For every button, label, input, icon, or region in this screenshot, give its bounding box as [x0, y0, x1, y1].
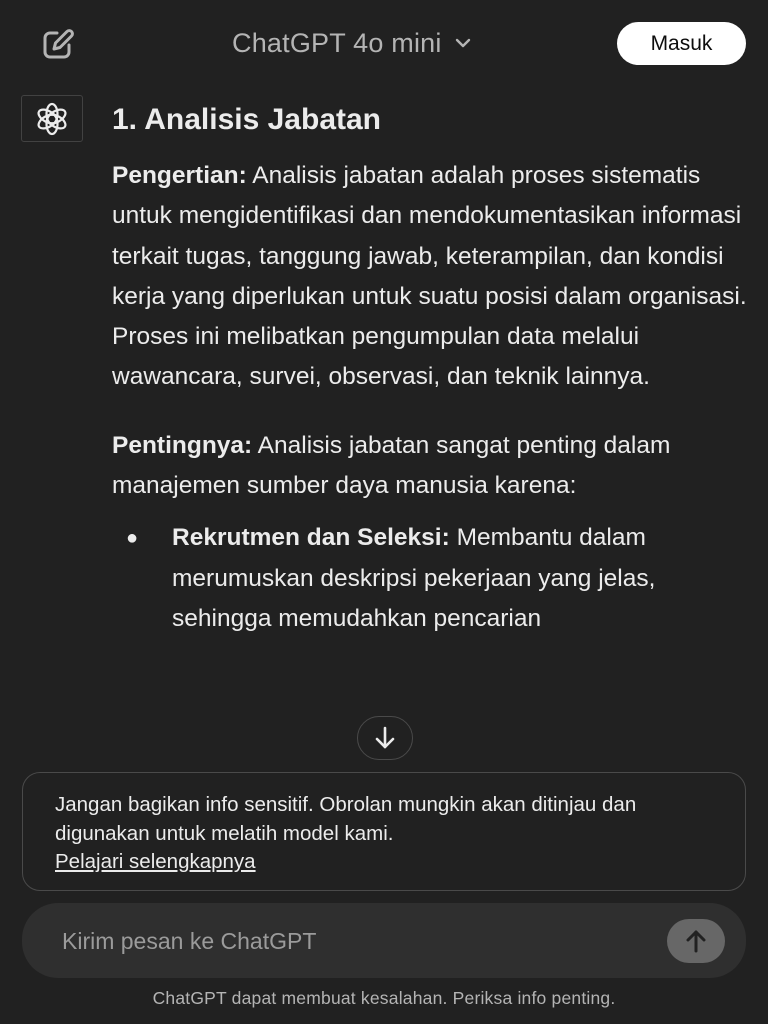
- assistant-avatar: [21, 95, 83, 142]
- disclaimer-text: ChatGPT dapat membuat kesalahan. Periksa info penting.: [152, 988, 616, 1008]
- importance-paragraph: [112, 426, 748, 507]
- learn-more-link[interactable]: Pelajari selengkapnya: [55, 850, 256, 873]
- openai-logo-icon: [35, 102, 69, 136]
- top-bar: [0, 0, 768, 88]
- list-item: [112, 518, 748, 639]
- assistant-message: [112, 100, 748, 639]
- definition-label: Pengertian:: [112, 162, 247, 189]
- chevron-down-icon: [454, 37, 472, 49]
- model-name: ChatGPT 4o mini: [232, 27, 442, 58]
- bullet-dot: ●: [126, 527, 139, 550]
- send-button[interactable]: [667, 919, 725, 963]
- model-selector[interactable]: [232, 22, 472, 64]
- arrow-down-icon: [373, 725, 397, 751]
- privacy-notice: [22, 772, 746, 891]
- scroll-to-bottom-button[interactable]: [357, 716, 413, 760]
- message-heading: 1. Analisis Jabatan: [112, 103, 382, 136]
- bullet-label: Rekrutmen dan Seleksi:: [172, 524, 450, 552]
- message-composer: [22, 903, 746, 978]
- notice-text: Jangan bagikan info sensitif. Obrolan mungkin akan ditinjau dan digunakan untuk melatih model kami.: [55, 793, 637, 845]
- bullet-text: Membantu dalam merumuskan deskripsi pekerjaan yang jelas, sehingga memudahkan pencarian: [172, 524, 656, 632]
- login-button[interactable]: Masuk: [617, 22, 746, 65]
- definition-paragraph: [112, 156, 748, 398]
- importance-list: [112, 518, 748, 639]
- new-chat-button[interactable]: [38, 24, 80, 64]
- arrow-up-icon: [684, 928, 708, 954]
- definition-text: Analisis jabatan adalah proses sistematis untuk mengidentifikasi dan mendokumentasikan informasi terkait tugas, tanggung jawab, keterampilan, dan kondisi kerja yang diperlukan untuk suatu posisi dalam organisasi. Proses ini melibatkan pengumpulan data melalui wawancara, survei, observasi, dan teknik lainnya.: [112, 162, 747, 391]
- edit-icon: [41, 28, 77, 60]
- importance-label: Pentingnya:: [112, 431, 253, 459]
- importance-text: Analisis jabatan sangat penting dalam manajemen sumber daya manusia karena:: [112, 431, 671, 500]
- message-input[interactable]: [62, 921, 642, 961]
